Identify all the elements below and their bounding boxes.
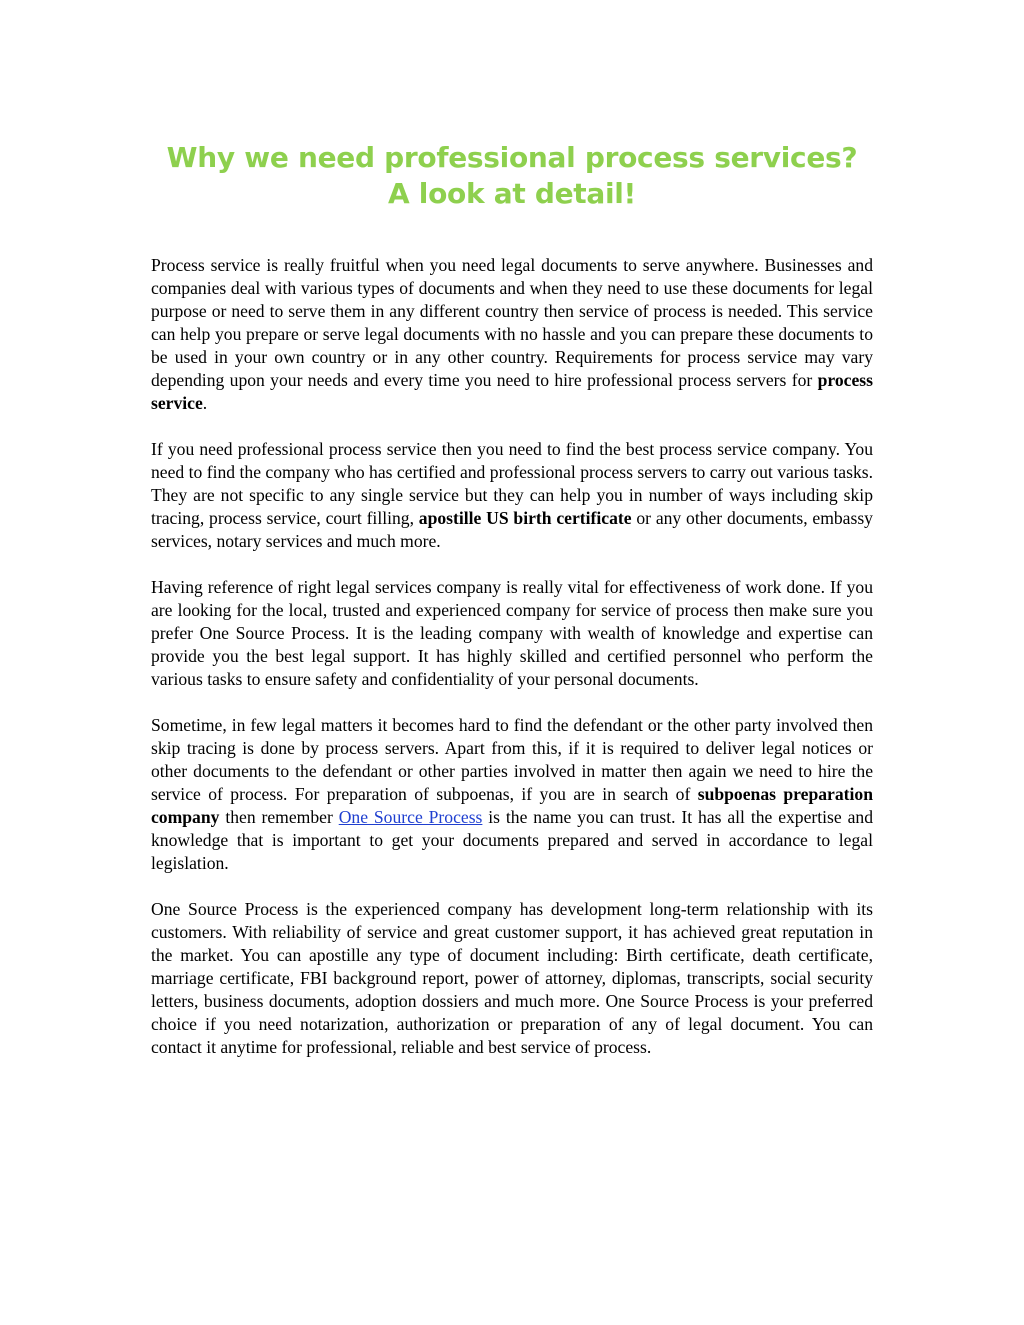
paragraph-text: Having reference of right legal services company is really vital for effectiveness of work done. If you are looking for the local, trusted and experienced company for service of process then make sure you prefer One Source Process. It is the leading company with wealth of knowledge and expertise can provide you the best legal support. It has highly skilled and certified personnel who perform the various tasks to ensure safety and confidentiality of your personal documents.: [151, 577, 873, 689]
paragraph-text: If you need professional process service then you need to find the best process service company. You need to find the company who has certified and professional process servers to carry out various tasks. They are not specific to any single service but they can help you in number of ways including skip tracing, process service, court filling,: [151, 439, 873, 528]
paragraph-text: Process service is really fruitful when you need legal documents to serve anywhere. Businesses and companies deal with various types of documents and when they need to use these documents for legal purpose or need to serve them in any different country then service of process is needed. This service can help you prepare or serve legal documents with no hassle and you can prepare these documents to be used in your own country or in any other country. Requirements for process service may vary depending upon your needs and every time you need to hire professional process servers for: [151, 255, 873, 390]
paragraph-5: [151, 898, 873, 1059]
paragraph-text: then remember: [219, 807, 339, 827]
document-body: [151, 254, 873, 1059]
one-source-process-link[interactable]: One Source Process: [338, 807, 483, 827]
paragraph-text: is the name you can trust. It has all the expertise and knowledge that is important to get your documents prepared and served in accordance to legal legislation.: [151, 807, 873, 873]
bold-keyword-process-service: process service: [151, 370, 873, 413]
paragraph-text: One Source Process is the experienced company has development long-term relationship with its customers. With reliability of service and great customer support, it has achieved great reputation in the market. You can apostille any type of document including: Birth certificate, death certificate, marriage certificate, FBI background report, power of attorney, diplomas, transcripts, social security letters, business documents, adoption dossiers and much more. One Source Process is your preferred choice if you need notarization, authorization or preparation of any of legal document. You can contact it anytime for professional, reliable and best service of process.: [151, 899, 873, 1057]
page-title: [151, 140, 873, 212]
bold-keyword-subpoenas: subpoenas preparation company: [151, 784, 873, 827]
paragraph-3: [151, 576, 873, 691]
paragraph-text: or any other documents, embassy services, notary services and much more.: [151, 508, 873, 551]
document-page: [151, 140, 873, 1082]
paragraph-2: [151, 438, 873, 553]
paragraph-text: Sometime, in few legal matters it becomes hard to find the defendant or the other party involved then skip tracing is done by process servers. Apart from this, if it is required to deliver legal notices or other documents to the defendant or other parties involved in matter then again we need to hire the service of process. For preparation of subpoenas, if you are in search of: [151, 715, 873, 804]
title-line-2: A look at detail!: [387, 177, 637, 210]
title-line-1: Why we need professional process services?: [166, 141, 858, 174]
bold-keyword-apostille: apostille US birth certificate: [418, 508, 632, 528]
paragraph-1: [151, 254, 873, 415]
paragraph-text: .: [202, 393, 208, 413]
paragraph-4: [151, 714, 873, 875]
